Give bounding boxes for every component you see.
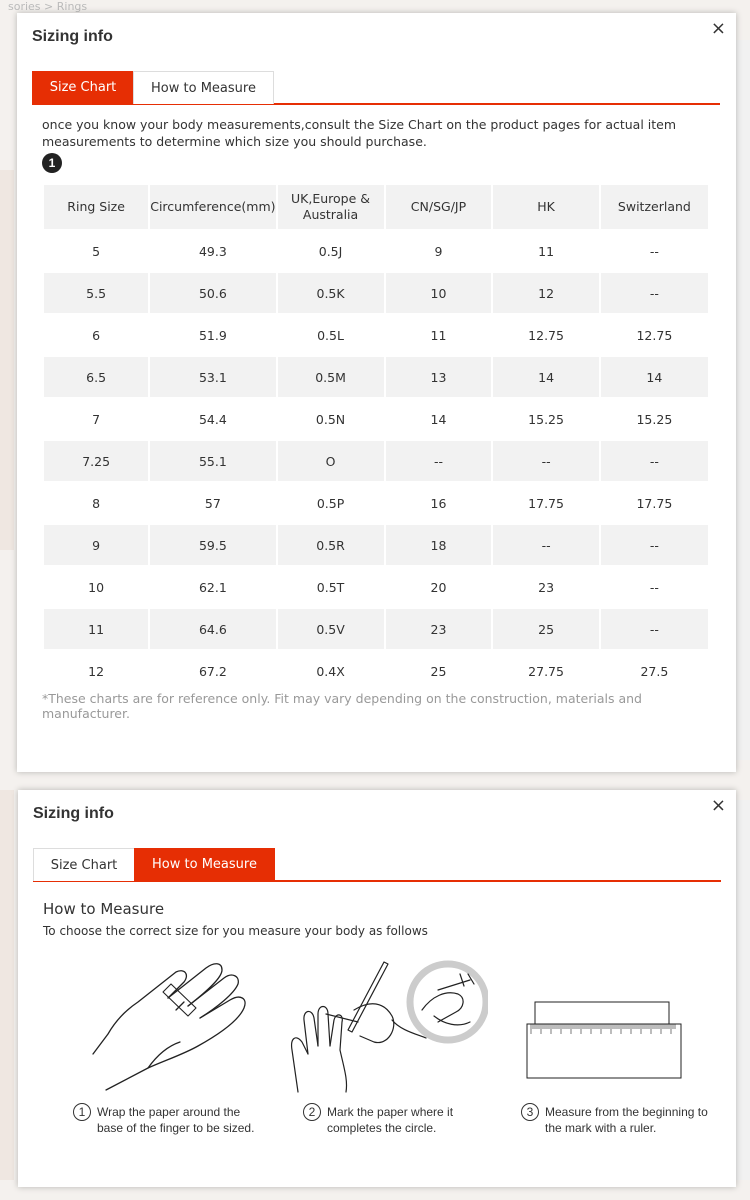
step-number: 3 (521, 1103, 539, 1121)
table-cell: 15.25 (528, 411, 564, 427)
hand-wrap-paper-illustration (88, 950, 248, 1100)
header-ring-size: Ring Size (44, 185, 148, 229)
table-cell: 5.5 (44, 273, 148, 313)
table-cell: 27.5 (640, 663, 669, 679)
tab-bar (33, 848, 721, 882)
table-cell: 8 (92, 495, 101, 511)
table-cell: 12.75 (528, 327, 564, 343)
table-cell: 11 (538, 243, 555, 259)
table-row (44, 357, 708, 397)
table-cell: 64.6 (150, 609, 275, 649)
how-to-measure-heading: How to Measure (43, 900, 165, 918)
table-row (44, 651, 708, 691)
table-cell: 10 (88, 579, 105, 595)
table-cell: 0.5V (278, 609, 384, 649)
background-image-left (0, 170, 14, 550)
table-cell: -- (493, 441, 598, 481)
ring-size-table (42, 183, 710, 693)
table-cell: 23 (538, 579, 555, 595)
table-cell: 6 (92, 327, 101, 343)
table-row (44, 441, 708, 481)
table-row (44, 273, 708, 313)
table-cell: 0.5L (317, 327, 344, 343)
sizing-info-modal-how-to-measure (18, 790, 736, 1187)
step-text-line: Mark the paper where it (327, 1105, 454, 1119)
table-cell: 67.2 (198, 663, 227, 679)
table-cell: 12 (493, 273, 598, 313)
table-cell: 50.6 (150, 273, 275, 313)
tab-bar (32, 71, 720, 105)
table-row (44, 231, 708, 271)
table-cell: 17.75 (636, 495, 673, 511)
table-row (44, 567, 708, 607)
table-cell: 13 (386, 357, 492, 397)
sizing-info-modal-size-chart (17, 13, 736, 772)
table-cell: 0.5N (315, 411, 346, 427)
tab-size-chart[interactable]: Size Chart (32, 71, 134, 104)
step-text-line: Measure from the beginning to (545, 1105, 708, 1119)
table-cell: 27.75 (528, 663, 564, 679)
close-button[interactable]: × (710, 18, 726, 39)
step-number: 1 (73, 1103, 91, 1121)
table-cell: -- (601, 441, 708, 481)
table-cell: 5 (92, 243, 101, 259)
background-image-left-2 (0, 790, 14, 1180)
background-panel-right (736, 40, 750, 760)
table-cell: 0.5K (278, 273, 384, 313)
size-chart-intro: once you know your body measurements,consult the Size Chart on the product pages for actual item measurements to determine which size you should purchase. (42, 117, 677, 149)
table-cell: 11 (430, 327, 447, 343)
step-text-line: Wrap the paper around the (97, 1105, 241, 1119)
table-header-row (44, 185, 708, 229)
close-button[interactable]: × (710, 795, 726, 816)
table-row (44, 609, 708, 649)
table-cell: 53.1 (150, 357, 275, 397)
table-cell: 25 (493, 609, 598, 649)
hand-mark-paper-illustration (288, 950, 488, 1100)
header-circumference: Circumference(mm) (150, 185, 275, 229)
table-cell: -- (493, 525, 598, 565)
table-cell: 57 (204, 495, 221, 511)
table-row (44, 399, 708, 439)
tab-how-to-measure[interactable]: How to Measure (134, 848, 275, 881)
table-cell: 7 (92, 411, 101, 427)
background-panel-right-2 (736, 800, 750, 1180)
table-cell: 0.5R (278, 525, 384, 565)
table-cell: 23 (386, 609, 492, 649)
disclaimer: *These charts are for reference only. Fit may vary depending on the construction, materials and manufacturer. (42, 691, 642, 721)
header-cn-sg-jp: CN/SG/JP (386, 185, 492, 229)
table-cell: 9 (434, 243, 443, 259)
table-cell: 7.25 (44, 441, 148, 481)
table-cell: -- (601, 609, 708, 649)
table-cell: 6.5 (44, 357, 148, 397)
table-cell: 51.9 (198, 327, 227, 343)
tab-size-chart[interactable]: Size Chart (33, 848, 135, 881)
table-cell: 49.3 (198, 243, 227, 259)
breadcrumb: sories > Rings (8, 0, 88, 13)
table-cell: 0.5J (318, 243, 343, 259)
table-cell: 14 (493, 357, 598, 397)
table-cell: 16 (430, 495, 447, 511)
table-cell: 12.75 (636, 327, 673, 343)
table-cell: 18 (386, 525, 492, 565)
how-to-measure-subheading: To choose the correct size for you measure your body as follows (43, 924, 428, 938)
table-cell: 20 (430, 579, 447, 595)
table-cell: -- (649, 243, 659, 259)
table-cell: 14 (430, 411, 447, 427)
table-cell: O (278, 441, 384, 481)
modal-title: Sizing info (33, 805, 114, 822)
table-row (44, 315, 708, 355)
header-uk-europe-australia: UK,Europe & Australia (278, 185, 384, 229)
header-hk: HK (493, 185, 598, 229)
tab-how-to-measure[interactable]: How to Measure (133, 71, 274, 104)
table-cell: 14 (601, 357, 708, 397)
table-cell: -- (601, 273, 708, 313)
table-cell: 17.75 (528, 495, 564, 511)
table-cell: 11 (44, 609, 148, 649)
step-number: 2 (303, 1103, 321, 1121)
table-cell: 54.4 (198, 411, 227, 427)
table-cell: 0.5M (278, 357, 384, 397)
table-cell: 0.5T (316, 579, 345, 595)
table-cell: -- (649, 579, 659, 595)
table-cell: 9 (44, 525, 148, 565)
table-cell: 0.4X (316, 663, 345, 679)
table-row (44, 525, 708, 565)
ruler-illustration (523, 950, 683, 1100)
table-cell: 55.1 (150, 441, 275, 481)
table-cell: 62.1 (198, 579, 227, 595)
table-row (44, 483, 708, 523)
table-cell: 15.25 (636, 411, 673, 427)
table-cell: 25 (430, 663, 447, 679)
step-text-line: the mark with a ruler. (545, 1121, 657, 1135)
header-switzerland: Switzerland (601, 185, 708, 229)
table-cell: 12 (88, 663, 105, 679)
step-text-line: completes the circle. (327, 1121, 437, 1135)
table-cell: 59.5 (150, 525, 275, 565)
table-cell: 10 (386, 273, 492, 313)
table-cell: -- (386, 441, 492, 481)
step-text-line: base of the finger to be sized. (97, 1121, 255, 1135)
modal-title: Sizing info (32, 28, 113, 45)
table-cell: 0.5P (316, 495, 345, 511)
table-cell: -- (601, 525, 708, 565)
step-badge: 1 (42, 153, 62, 173)
